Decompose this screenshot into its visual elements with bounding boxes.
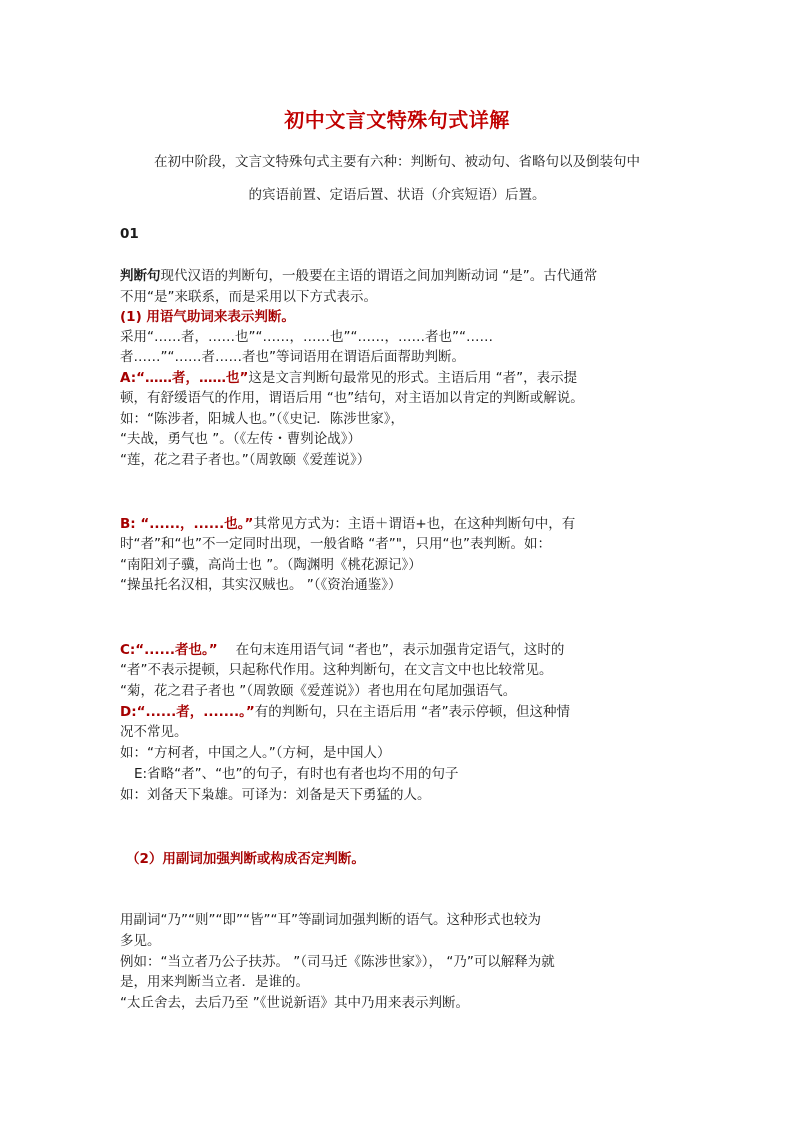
example-line: “操虽托名汉相，其实汉贼也。 ”（《资治通鉴》） xyxy=(120,577,402,593)
label-c: C:“......者也。” xyxy=(120,642,218,658)
subheading-2: （2）用副词加强判断或构成否定判断。 xyxy=(126,851,365,867)
example-line: “太丘舍去，去后乃至 ”《世说新语》其中乃用来表示判断。 xyxy=(120,995,470,1011)
example-line: 例如：“当立者乃公子扶苏。 ”（司马迁《陈涉世家》）， “乃”可以解释为就 xyxy=(120,954,555,970)
paragraph-line: 者……”“……者……者也”等词语用在谓语后面帮助判断。 xyxy=(120,349,465,365)
section-number: 01 xyxy=(120,226,139,242)
paragraph-text: 有的判断句，只在主语后用 “者”表示停顿，但这种情 xyxy=(254,704,571,720)
paragraph-line: 是，用来判断当立者．是谁的。 xyxy=(120,974,309,990)
page-title: 初中文言文特殊句式详解 xyxy=(284,108,510,132)
paragraph-line: 时“者”和“也”不一定同时出现，一般省略 “者”"，只用“也”表判断。如： xyxy=(120,536,551,552)
paragraph-line: 多见。 xyxy=(120,933,161,949)
label-a: A:“……者，……也” xyxy=(120,370,249,386)
example-line: 如：刘备天下枭雄。可译为：刘备是天下勇猛的人。 xyxy=(120,787,431,803)
intro-line-2: 的宾语前置、定语后置、状语（介宾短语）后置。 xyxy=(248,187,546,203)
paragraph-line xyxy=(120,640,680,660)
paragraph-line xyxy=(120,368,680,388)
paragraph-text: 这是文言判断句最常见的形式。主语后用 “者”，表示提 xyxy=(248,370,578,386)
subheading-1: (1) 用语气助词来表示判断。 xyxy=(120,309,295,325)
example-line: 如：“方柯者，中国之人。”（方柯，是中国人） xyxy=(120,745,391,761)
example-line: “菊，花之君子者也 ”（周敦颐《爱莲说》）者也用在句尾加强语气。 xyxy=(120,683,517,699)
term-judgment: 判断句 xyxy=(120,268,161,284)
paragraph-line: E:省略“者”、“也”的句子，有时也有者也均不用的句子 xyxy=(134,766,459,782)
example-line: 如：“陈涉者，阳城人也。”（《史记．陈涉世家》， xyxy=(120,411,404,427)
label-d: D:“......者，.......。” xyxy=(120,704,255,720)
paragraph-line xyxy=(120,514,680,534)
example-line: “南阳刘子骥，高尚士也 ”。（陶渊明《桃花源记》） xyxy=(120,557,422,573)
paragraph-line: 不用“是”来联系，而是采用以下方式表示。 xyxy=(120,289,377,305)
paragraph-line: 顿，有舒缓语气的作用，谓语后用 “也”结句，对主语加以肯定的判断或解说。 xyxy=(120,390,584,406)
paragraph-text: 现代汉语的判断句，一般要在主语的谓语之间加判断动词 “是”。古代通常 xyxy=(160,268,598,284)
paragraph-line xyxy=(120,702,680,722)
paragraph-line: 况不常见。 xyxy=(120,724,188,740)
paragraph-text: 在句末连用语气词 “者也”，表示加强肯定语气，这时的 xyxy=(235,642,565,658)
example-line: “莲，花之君子者也。”（周敦颐《爱莲说》） xyxy=(120,452,371,468)
paragraph-line: “者”不表示提顿，只起称代作用。这种判断句，在文言文中也比较常见。 xyxy=(120,662,553,678)
paragraph-text: 其常见方式为：主语＋谓语+也，在这种判断句中，有 xyxy=(253,516,576,532)
paragraph-line: 采用“……者，……也”“……，……也”“……，……者也”“…… xyxy=(120,329,493,345)
example-line: “夫战，勇气也 ”。（《左传・曹刿论战》） xyxy=(120,431,362,447)
paragraph-line xyxy=(120,266,680,286)
intro-line-1: 在初中阶段，文言文特殊句式主要有六种：判断句、被动句、省略句以及倒装句中 xyxy=(154,154,640,170)
paragraph-line: 用副词“乃”“则”“即”“皆”“耳”等副词加强判断的语气。这种形式也较为 xyxy=(120,912,541,928)
label-b: B: “......，......也。” xyxy=(120,516,254,532)
